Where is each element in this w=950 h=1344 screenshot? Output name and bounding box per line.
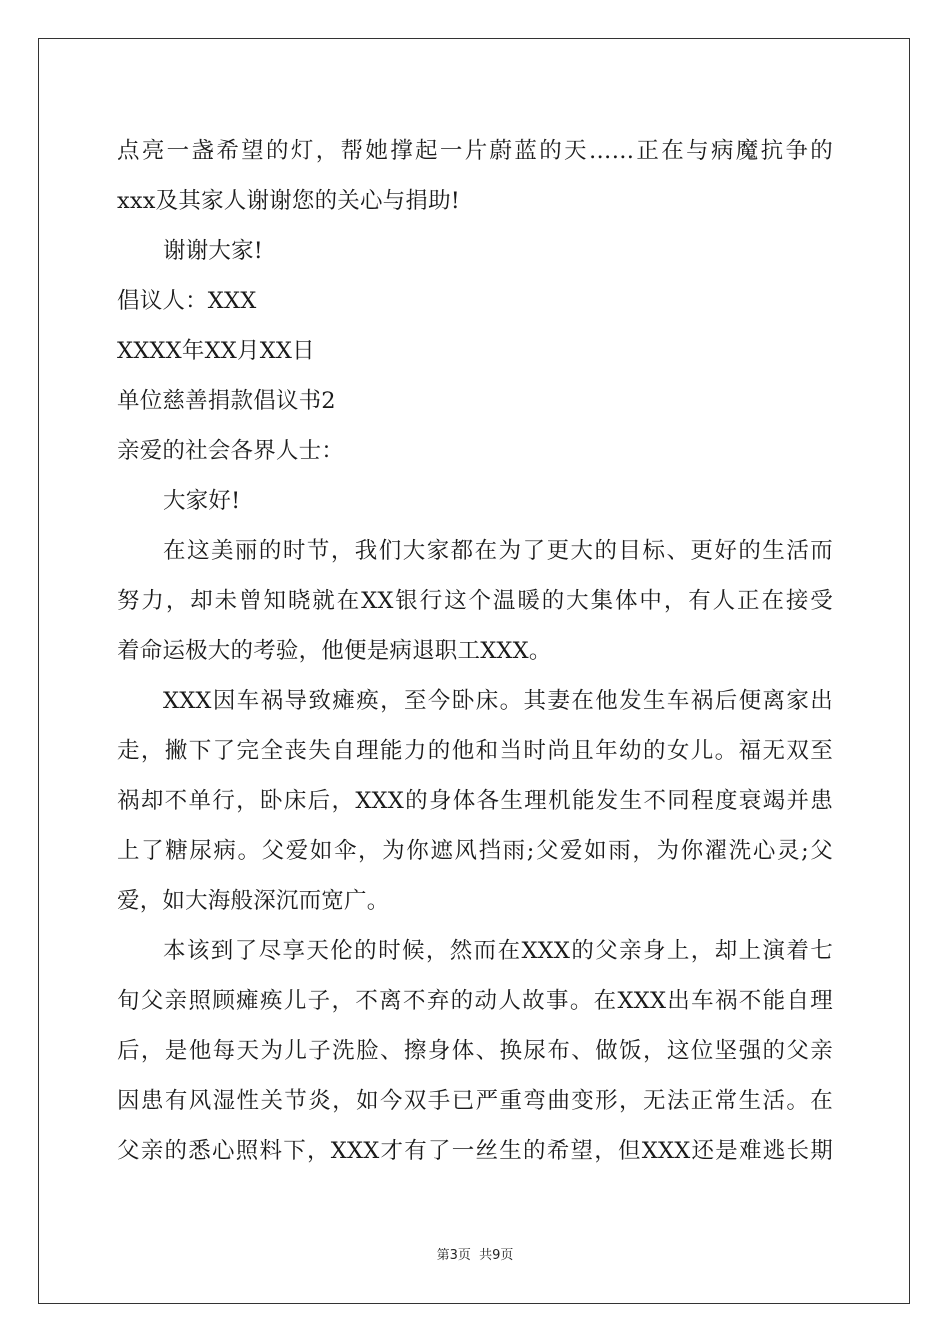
page-footer bbox=[0, 1244, 950, 1263]
page-number: 第3页 bbox=[436, 1248, 471, 1263]
total-pages: 共9页 bbox=[479, 1248, 514, 1263]
initiator-line: 倡议人：XXX bbox=[117, 288, 257, 314]
document-body bbox=[117, 126, 833, 1176]
paragraph-line: 父亲的悉心照料下，XXX才有了一丝生的希望，但XXX还是难逃长期 bbox=[117, 1138, 833, 1164]
paragraph-line: XXX因车祸导致瘫痪，至今卧床。其妻在他发生车祸后便离家出 bbox=[163, 688, 833, 714]
greeting: 大家好! bbox=[163, 488, 241, 514]
thanks-line: 谢谢大家! bbox=[163, 238, 264, 264]
salutation: 亲爱的社会各界人士： bbox=[117, 438, 345, 464]
paragraph-line: 祸却不单行，卧床后，XXX的身体各生理机能发生不同程度衰竭并患 bbox=[117, 788, 833, 814]
section-title: 单位慈善捐款倡议书2 bbox=[117, 388, 336, 414]
paragraph-line: 旬父亲照顾瘫痪儿子，不离不弃的动人故事。在XXX出车祸不能自理 bbox=[117, 988, 833, 1014]
paragraph-line: 本该到了尽享天伦的时候，然而在XXX的父亲身上，却上演着七 bbox=[163, 938, 833, 964]
paragraph-line: 点亮一盏希望的灯，帮她撑起一片蔚蓝的天……正在与病魔抗争的 bbox=[117, 138, 833, 164]
paragraph-line: 后，是他每天为儿子洗脸、擦身体、换尿布、做饭，这位坚强的父亲 bbox=[117, 1038, 833, 1064]
paragraph-line: 努力，却未曾知晓就在XX银行这个温暖的大集体中，有人正在接受 bbox=[117, 588, 833, 614]
paragraph-line: 爱，如大海般深沉而宽广。 bbox=[117, 888, 390, 914]
paragraph-line: 上了糖尿病。父爱如伞，为你遮风挡雨;父爱如雨，为你濯洗心灵;父 bbox=[117, 838, 833, 864]
date-line: XXXX年XX月XX日 bbox=[117, 338, 315, 364]
paragraph-line: 走，撇下了完全丧失自理能力的他和当时尚且年幼的女儿。福无双至 bbox=[117, 738, 833, 764]
paragraph-line: 着命运极大的考验，他便是病退职工XXX。 bbox=[117, 638, 552, 664]
paragraph-line: 因患有风湿性关节炎，如今双手已严重弯曲变形，无法正常生活。在 bbox=[117, 1088, 833, 1114]
paragraph-line: xxx及其家人谢谢您的关心与捐助! bbox=[117, 188, 461, 214]
paragraph-line: 在这美丽的时节，我们大家都在为了更大的目标、更好的生活而 bbox=[163, 538, 833, 564]
